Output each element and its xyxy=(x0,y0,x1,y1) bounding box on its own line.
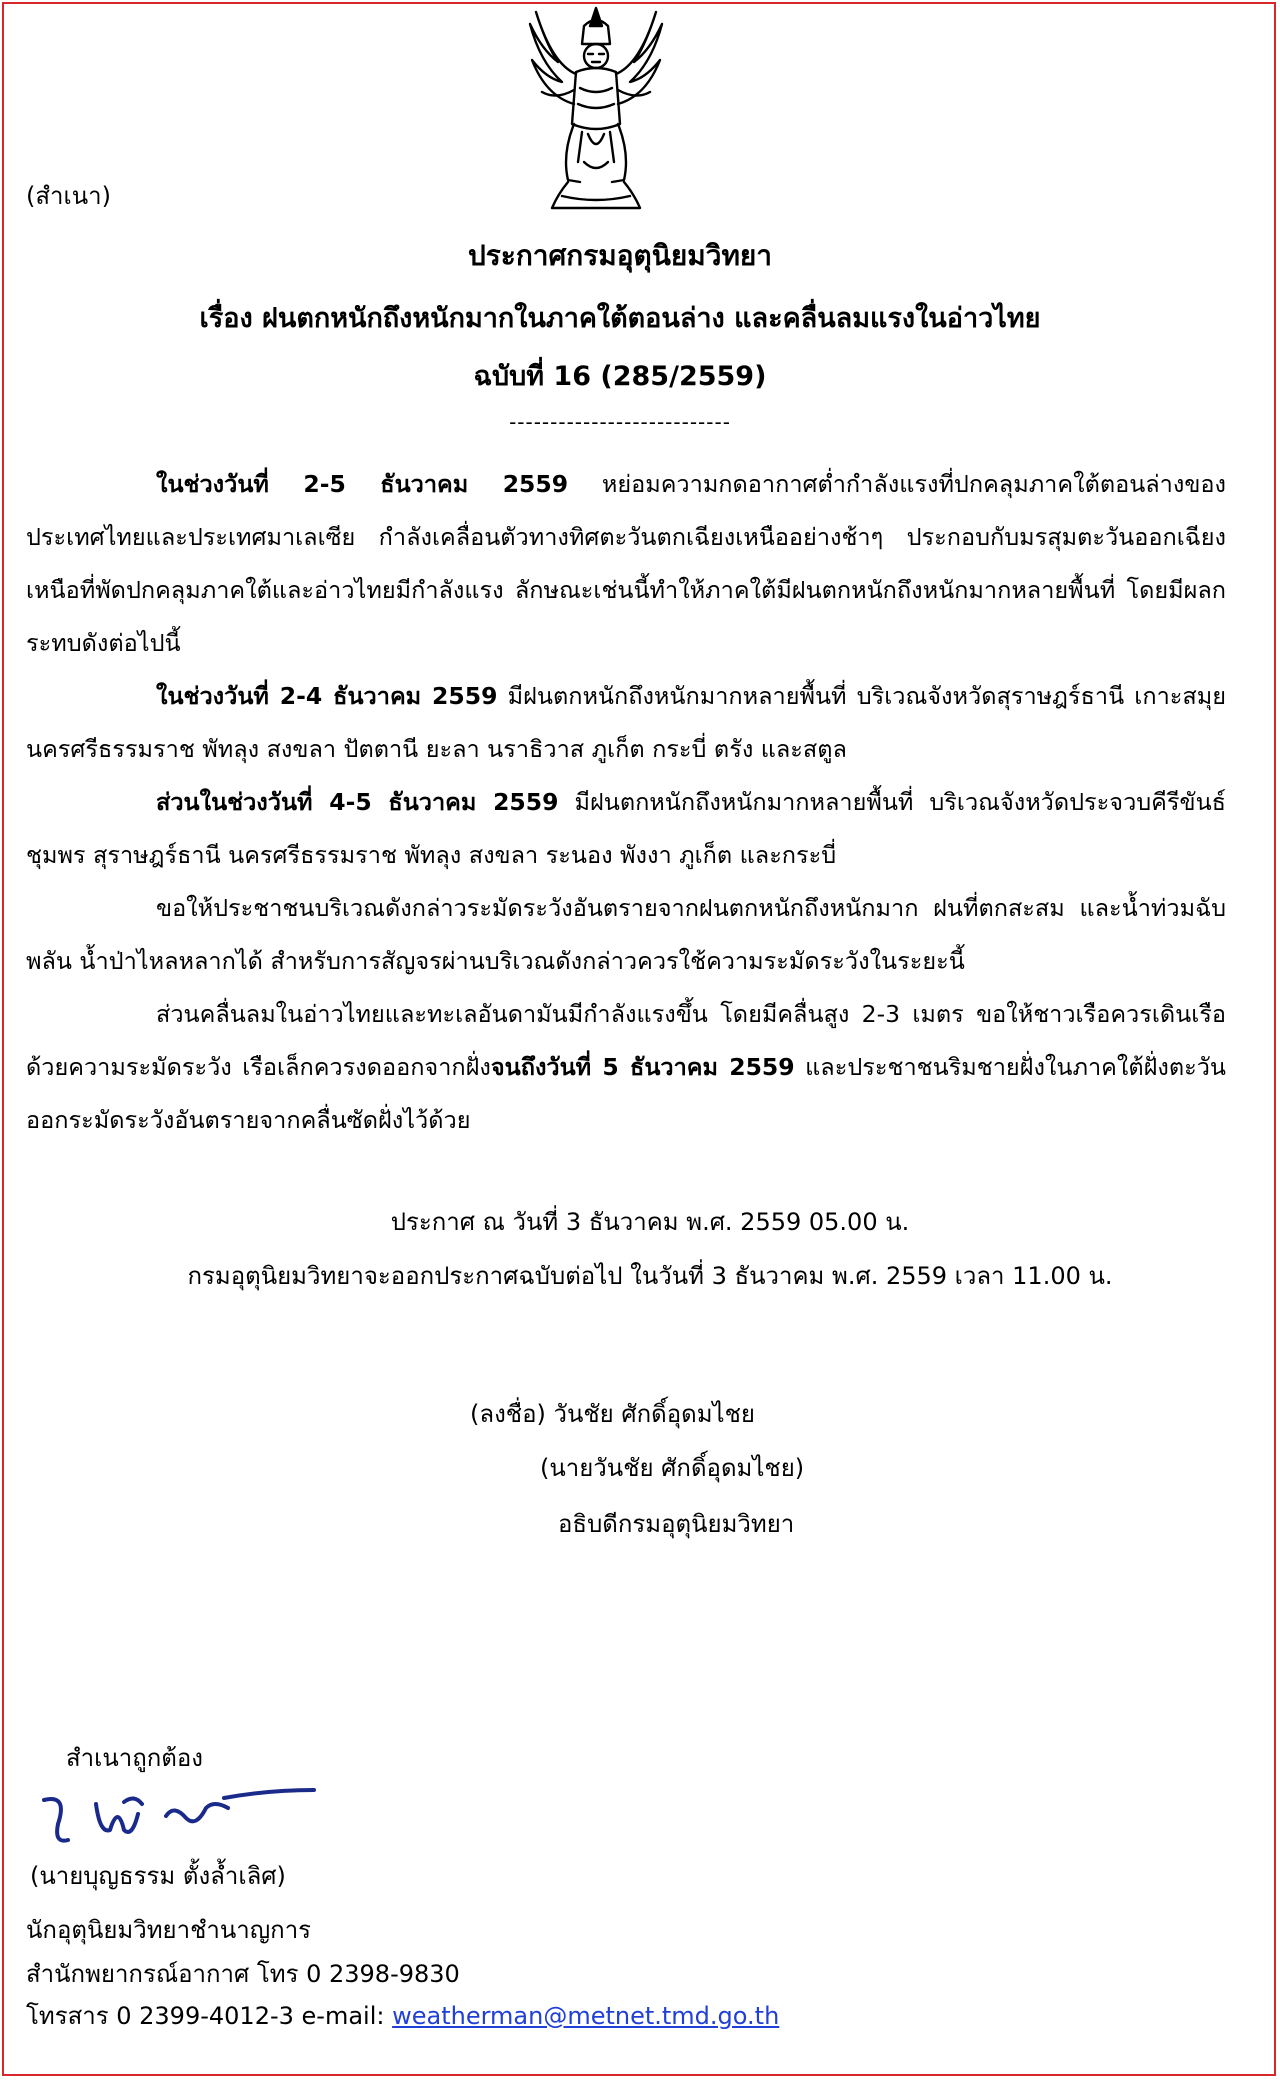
paragraph-5-text-b: และประชาชนริมชายฝั่งในภาคใต้ฝั่งตะวันออกระมัดระวังอันตรายจากคลื่นซัดฝั่งไว้ด้วย xyxy=(26,1053,1226,1134)
next-issue-notice: กรมอุตุนิยมวิทยาจะออกประกาศฉบับต่อไป ในวันที่ 3 ธันวาคม พ.ศ. 2559 เวลา 11.00 น. xyxy=(187,1262,1113,1290)
separator: --------------------------- xyxy=(509,410,731,434)
copy-mark: (สำเนา) xyxy=(26,182,111,210)
announcement-body xyxy=(26,458,1226,1147)
garuda-emblem-icon xyxy=(522,4,670,218)
paragraph-3-date: ส่วนในช่วงวันที่ 4-5 ธันวาคม 2559 xyxy=(156,788,559,816)
paragraph-2-text: มีฝนตกหนักถึงหนักมากหลายพื้นที่ บริเวณจังหวัดสุราษฎร์ธานี เกาะสมุย นครศรีธรรมราช พัทลุง สงขลา ปัตตานี ยะลา นราธิวาส ภูเก็ต กระบี่ ตรัง และสตูล xyxy=(26,682,1226,763)
subject-line: เรื่อง ฝนตกหนักถึงหนักมากในภาคใต้ตอนล่าง และคลื่นลมแรงในอ่าวไทย xyxy=(199,303,1041,334)
handwritten-signature xyxy=(38,1764,328,1854)
paragraph-1-date: ในช่วงวันที่ 2-5 ธันวาคม 2559 xyxy=(156,470,569,498)
fax-text: โทรสาร 0 2399-4012-3 e-mail: xyxy=(26,2002,393,2030)
paragraph-4-text: ขอให้ประชาชนบริเวณดังกล่าวระมัดระวังอันตรายจากฝนตกหนักถึงหนักมาก ฝนที่ตกสะสม และน้ำท่วมฉับพลัน น้ำป่าไหลหลากได้ สำหรับการสัญจรผ่านบริเวณดังกล่าวควรใช้ความระมัดระวังในระยะนี้ xyxy=(26,894,1226,975)
paragraph-5-text-a: ส่วนคลื่นลมในอ่าวไทยและทะเลอันดามันมีกำลังแรงขึ้น โดยมีคลื่นสูง 2-3 เมตร ขอให้ชาวเรือควรเดินเรือด้วยความระมัดระวัง เรือเล็กควรงดออกจากฝั่ง xyxy=(26,1000,1226,1081)
paragraph-3 xyxy=(26,776,1226,882)
signer-name: (นายวันชัย ศักดิ์อุดมไชย) xyxy=(540,1454,805,1482)
paragraph-5 xyxy=(26,988,1226,1147)
issue-number: ฉบับที่ 16 (285/2559) xyxy=(473,361,767,392)
announce-date: ประกาศ ณ วันที่ 3 ธันวาคม พ.ศ. 2559 05.00 น. xyxy=(390,1208,910,1236)
certifier-name: (นายบุญธรรม ตั้งล้ำเลิศ) xyxy=(30,1862,286,1890)
paragraph-5-date: จนถึงวันที่ 5 ธันวาคม 2559 xyxy=(490,1053,795,1081)
certified-copy-label: สำเนาถูกต้อง xyxy=(66,1744,203,1772)
paragraph-1-text: หย่อมความกดอากาศต่ำกำลังแรงที่ปกคลุมภาคใต้ตอนล่างของประเทศไทยและประเทศมาเลเซีย กำลังเคลื่อนตัวทางทิศตะวันตกเฉียงเหนืออย่างช้าๆ ประกอบกับมรสุมตะวันออกเฉียงเหนือที่พัดปกคลุมภาคใต้และอ่าวไทยมีกำลังแรง ลักษณะเช่นนี้ทำให้ภาคใต้มีฝนตกหนักถึงหนักมากหลายพื้นที่ โดยมีผลกระทบดังต่อไปนี้ xyxy=(26,470,1226,657)
paragraph-2-date: ในช่วงวันที่ 2-4 ธันวาคม 2559 xyxy=(156,682,498,710)
fax-email-line xyxy=(26,1996,779,2035)
page-title: ประกาศกรมอุตุนิยมวิทยา xyxy=(467,239,773,272)
paragraph-2 xyxy=(26,670,1226,776)
paragraph-3-text: มีฝนตกหนักถึงหนักมากหลายพื้นที่ บริเวณจังหวัดประจวบคีรีขันธ์ ชุมพร สุราษฎร์ธานี นครศรีธรรมราช พัทลุง สงขลา ระนอง พังงา ภูเก็ต และกระบี่ xyxy=(26,788,1226,869)
signer-title: อธิบดีกรมอุตุนิยมวิทยา xyxy=(558,1510,795,1538)
certifier-position: นักอุตุนิยมวิทยาชำนาญการ xyxy=(26,1916,312,1944)
email-link[interactable]: weatherman@metnet.tmd.go.th xyxy=(392,2002,780,2030)
office-phone: สำนักพยากรณ์อากาศ โทร 0 2398-9830 xyxy=(26,1960,460,1988)
paragraph-1 xyxy=(26,458,1226,670)
signature-line: (ลงชื่อ) วันชัย ศักดิ์อุดมไชย xyxy=(470,1400,755,1428)
paragraph-4 xyxy=(26,882,1226,988)
